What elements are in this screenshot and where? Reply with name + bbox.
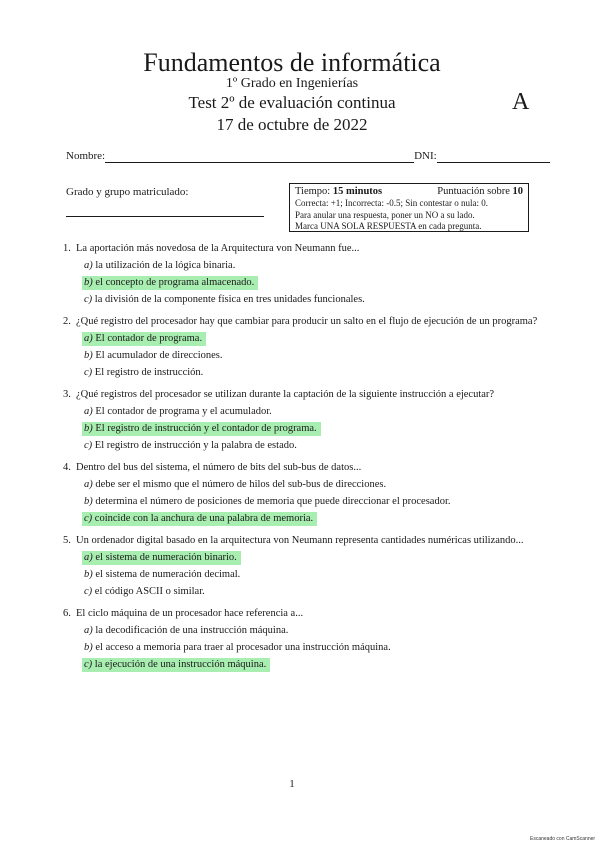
answer-text-wrap [82, 405, 276, 419]
answer-option [84, 259, 541, 273]
question-stem [63, 607, 541, 621]
answer-option [84, 495, 541, 509]
answer-option [84, 332, 541, 346]
highlighted-answer [82, 276, 258, 290]
question-number: 2. [63, 316, 71, 327]
answer-option [84, 551, 541, 565]
highlighted-answer [82, 422, 321, 436]
question-stem [63, 388, 541, 402]
answer-text-wrap [82, 439, 301, 453]
answer-text-wrap [82, 568, 244, 582]
option-text: El registro de instrucción y la palabra de estado. [94, 440, 297, 451]
option-text: el código ASCII o similar. [94, 586, 205, 597]
question-2 [63, 315, 541, 380]
answer-option [84, 658, 541, 672]
test-label: Test 2º de evaluación continua [188, 93, 396, 112]
answer-text-wrap [82, 495, 454, 509]
option-letter: c) [84, 513, 93, 524]
answer-text-wrap [82, 259, 239, 273]
name-dni-row [66, 149, 550, 163]
answer-option [84, 293, 541, 307]
highlighted-answer [82, 551, 241, 565]
option-letter: a) [84, 625, 93, 636]
question-stem [63, 315, 541, 329]
option-text: debe ser el mismo que el número de hilos del sub-bus de direcciones. [95, 479, 387, 490]
question-1 [63, 242, 541, 307]
answer-option [84, 624, 541, 638]
option-text: el sistema de numeración binario. [95, 552, 237, 563]
option-text: el concepto de programa almacenado. [95, 277, 255, 288]
option-letter: c) [84, 659, 93, 670]
option-letter: c) [84, 586, 93, 597]
cancel-rule: Para anular una respuesta, poner un NO a su lado. [295, 209, 475, 220]
option-text: la ejecución de una instrucción máquina. [94, 659, 267, 670]
answer-option [84, 439, 541, 453]
question-number: 5. [63, 535, 71, 546]
answer-option [84, 478, 541, 492]
option-letter: c) [84, 367, 93, 378]
single-answer-rule: Marca UNA SOLA RESPUESTA en cada pregunta. [295, 221, 482, 231]
option-letter: b) [84, 423, 93, 434]
answer-text-wrap [82, 293, 369, 307]
answer-text-wrap [82, 349, 227, 363]
question-text: La aportación más novedosa de la Arquitectura von Neumann fue... [76, 243, 360, 254]
question-text: ¿Qué registro del procesador hay que cambiar para producir un salto en el flujo de ejecución de un programa? [76, 316, 538, 327]
option-letter: b) [84, 569, 93, 580]
option-letter: c) [84, 294, 93, 305]
exam-date: 17 de octubre de 2022 [216, 115, 368, 134]
question-6 [63, 607, 541, 672]
answer-text-wrap [82, 366, 207, 380]
puntuacion [437, 186, 523, 198]
answer-text-wrap [82, 624, 292, 638]
answer-option [84, 641, 541, 655]
tiempo-value: 15 minutos [332, 186, 383, 197]
dni-label: DNI: [414, 150, 437, 162]
highlighted-answer [82, 512, 317, 526]
grupo-label: Grado y grupo matriculado: [66, 186, 189, 198]
option-text: El contador de programa y el acumulador. [95, 406, 272, 417]
answer-option [84, 585, 541, 599]
scanner-watermark: Escaneado con CamScanner [530, 836, 596, 842]
question-list [63, 242, 541, 680]
tiempo [295, 186, 382, 198]
answer-option [84, 349, 541, 363]
answer-text-wrap [82, 585, 209, 599]
option-text: El contador de programa. [95, 333, 203, 344]
question-3 [63, 388, 541, 453]
question-text: Dentro del bus del sistema, el número de bits del sub-bus de datos... [76, 462, 362, 473]
option-letter: b) [84, 496, 93, 507]
option-letter: a) [84, 552, 93, 563]
course-label: 1º Grado en Ingenierías [225, 76, 359, 91]
question-number: 6. [63, 608, 71, 619]
nombre-line [105, 151, 414, 163]
answer-option [84, 422, 541, 436]
question-number: 4. [63, 462, 71, 473]
page-number: 1 [289, 778, 295, 790]
option-letter: a) [84, 479, 93, 490]
instructions-box [289, 183, 529, 232]
option-text: coincide con la anchura de una palabra de memoria. [94, 513, 314, 524]
answer-option [84, 366, 541, 380]
scoring-rules: Correcta: +1; Incorrecta: -0.5; Sin contestar o nula: 0. [295, 198, 489, 208]
option-text: la decodificación de una instrucción máquina. [95, 625, 289, 636]
answer-option [84, 276, 541, 290]
puntuacion-value: 10 [512, 186, 523, 197]
option-letter: a) [84, 406, 93, 417]
document-title: Fundamentos de informática [143, 48, 441, 77]
question-text: Un ordenador digital basado en la arquitectura von Neumann representa cantidades numéricas utilizando... [76, 535, 524, 546]
nombre-label: Nombre: [66, 150, 106, 162]
grupo-line [66, 216, 264, 217]
option-text: El registro de instrucción y el contador de programa. [95, 423, 317, 434]
option-text: el acceso a memoria para traer al procesador una instrucción máquina. [95, 642, 391, 653]
dni-line [437, 151, 550, 163]
option-text: el sistema de numeración decimal. [95, 569, 241, 580]
option-letter: b) [84, 642, 93, 653]
option-letter: c) [84, 440, 93, 451]
option-text: la división de la componente física en tres unidades funcionales. [94, 294, 365, 305]
answer-option [84, 568, 541, 582]
exam-variant: A [512, 89, 530, 115]
instructions-row-1 [295, 186, 523, 198]
puntuacion-label: Puntuación sobre [437, 186, 510, 197]
highlighted-answer [82, 658, 270, 672]
answer-option [84, 405, 541, 419]
question-number: 3. [63, 389, 71, 400]
option-text: El registro de instrucción. [94, 367, 204, 378]
tiempo-label: Tiempo: [295, 186, 331, 197]
question-stem [63, 242, 541, 256]
option-text: determina el número de posiciones de memoria que puede direccionar el procesador. [95, 496, 451, 507]
option-text: la utilización de la lógica binaria. [95, 260, 236, 271]
highlighted-answer [82, 332, 206, 346]
answer-option [84, 512, 541, 526]
option-letter: a) [84, 260, 93, 271]
question-5 [63, 534, 541, 599]
option-letter: b) [84, 350, 93, 361]
question-number: 1. [63, 243, 71, 254]
question-stem [63, 534, 541, 548]
answer-text-wrap [82, 478, 390, 492]
question-stem [63, 461, 541, 475]
option-text: El acumulador de direcciones. [95, 350, 223, 361]
question-4 [63, 461, 541, 526]
option-letter: b) [84, 277, 93, 288]
question-text: El ciclo máquina de un procesador hace referencia a... [76, 608, 304, 619]
question-text: ¿Qué registros del procesador se utilizan durante la captación de la siguiente instrucción a ejecutar? [76, 389, 495, 400]
answer-text-wrap [82, 641, 395, 655]
option-letter: a) [84, 333, 93, 344]
